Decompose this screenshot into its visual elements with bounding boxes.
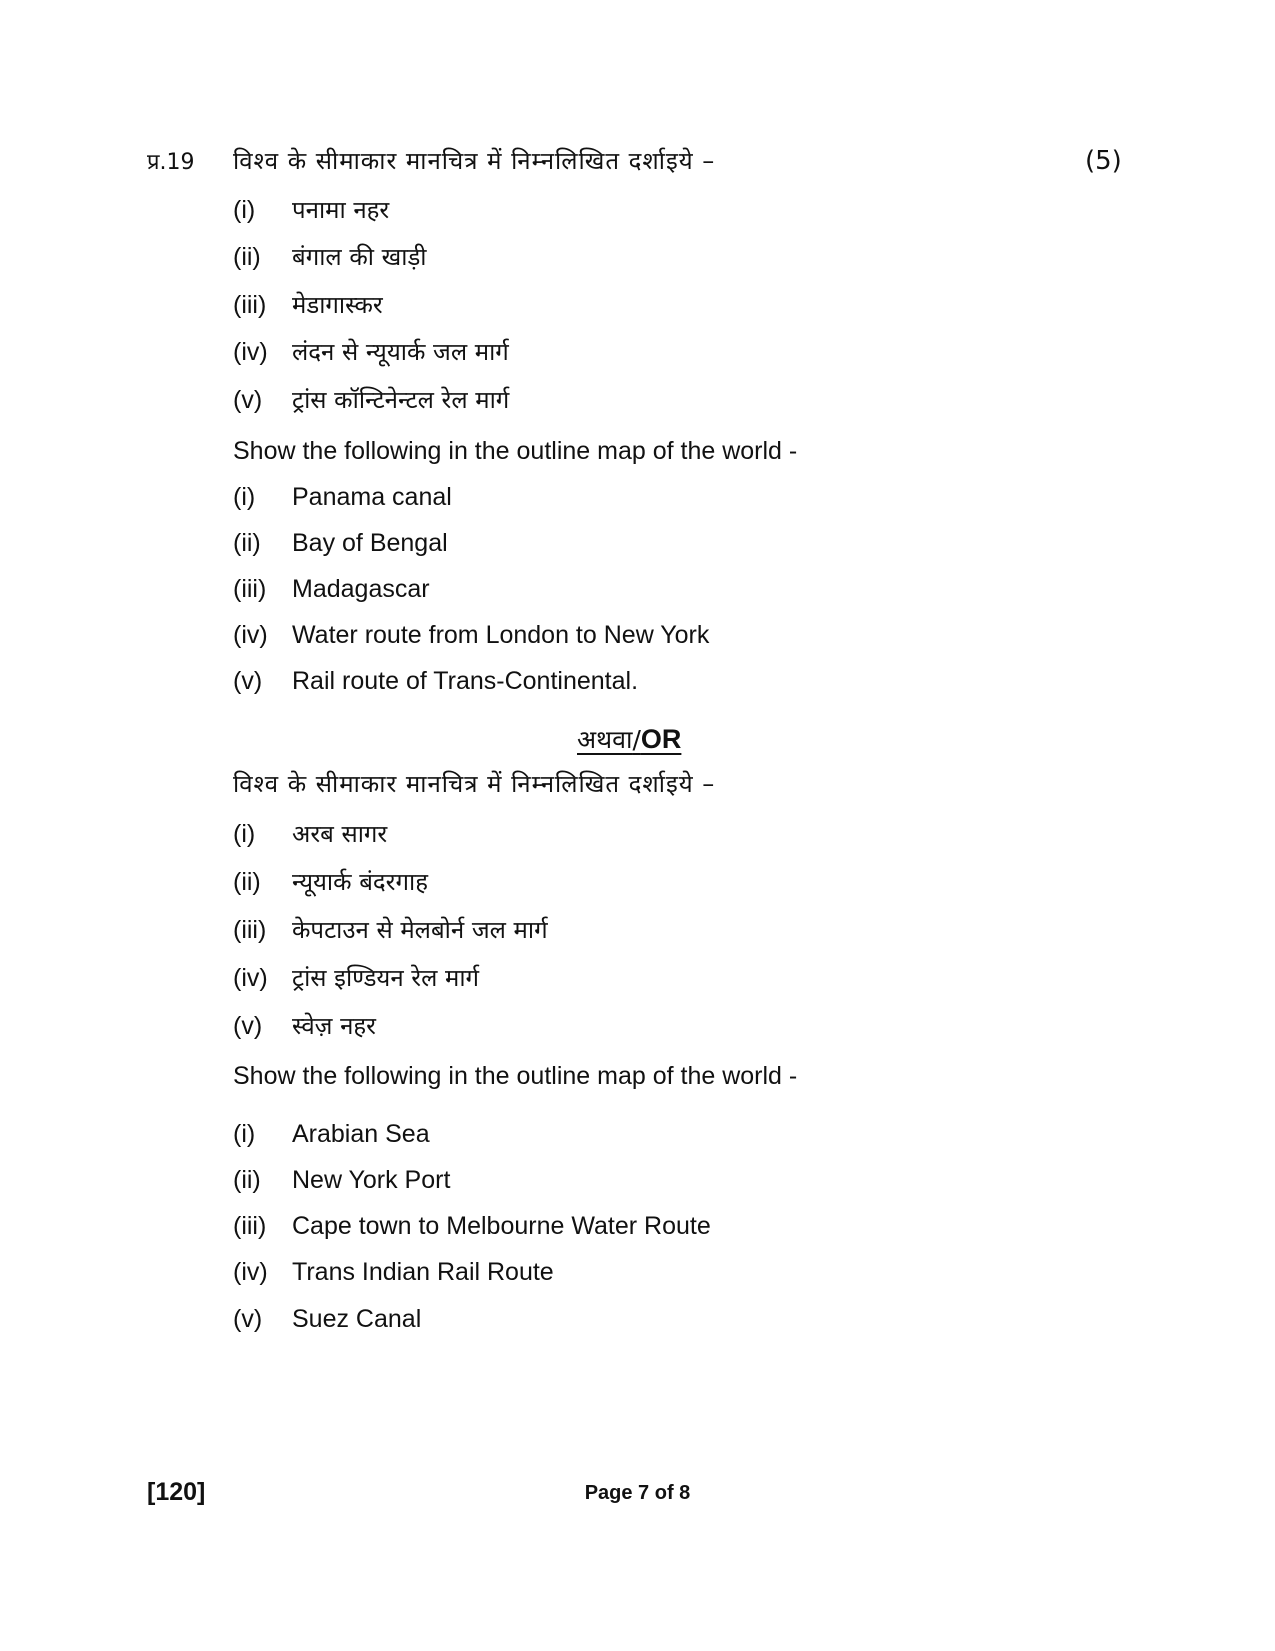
item-number: (ii): [233, 243, 261, 271]
item-number: (iv): [233, 964, 268, 992]
list-item: [233, 1212, 711, 1241]
item-text: लंदन से न्यूयार्क जल मार्ग: [292, 338, 509, 366]
item-number: (iii): [233, 916, 267, 944]
item-number: (i): [233, 196, 256, 224]
item-text: Panama canal: [292, 483, 452, 511]
list-item: [233, 667, 638, 696]
item-text: स्वेज़ नहर: [292, 1012, 376, 1040]
item-number: (iii): [233, 291, 267, 319]
question-number: प्र.19: [147, 150, 195, 175]
item-text: अरब सागर: [292, 820, 388, 848]
item-number: (ii): [233, 868, 261, 896]
item-number: (v): [233, 1305, 263, 1333]
item-number: (i): [233, 483, 256, 511]
item-text: ट्रांस कॉन्टिनेन्टल रेल मार्ग: [292, 386, 510, 414]
alternative-hindi-heading: विश्व के सीमाकार मानचित्र में निम्नलिखित दर्शाइये –: [233, 770, 716, 798]
item-text: Arabian Sea: [292, 1120, 430, 1148]
list-item: [233, 817, 387, 850]
item-text: केपटाउन से मेलबोर्न जल मार्ग: [292, 916, 548, 944]
item-number: (v): [233, 386, 263, 414]
list-item: [233, 529, 448, 558]
item-number: (v): [233, 667, 263, 695]
list-item: [233, 288, 383, 321]
item-text: Rail route of Trans-Continental.: [292, 667, 639, 695]
or-heading-hindi: अथवा: [577, 725, 633, 754]
item-text: Suez Canal: [292, 1305, 422, 1333]
item-text: Water route from London to New York: [292, 621, 710, 649]
list-item: [233, 1120, 430, 1149]
item-text: Cape town to Melbourne Water Route: [292, 1212, 711, 1240]
item-text: पनामा नहर: [292, 196, 390, 224]
list-item: [233, 240, 427, 273]
list-item: [233, 575, 430, 604]
question-english-heading: Show the following in the outline map of the world -: [233, 437, 798, 465]
list-item: [233, 483, 452, 512]
list-item: [233, 1009, 376, 1042]
item-number: (i): [233, 1120, 256, 1148]
item-text: Bay of Bengal: [292, 529, 448, 557]
item-number: (iv): [233, 338, 268, 366]
question-hindi-heading: विश्व के सीमाकार मानचित्र में निम्नलिखित दर्शाइये –: [233, 147, 716, 175]
item-number: (iv): [233, 1258, 268, 1286]
item-text: New York Port: [292, 1166, 451, 1194]
item-number: (iii): [233, 1212, 267, 1240]
list-item: [233, 1166, 450, 1195]
list-item: [233, 1305, 421, 1334]
list-item: [233, 1258, 554, 1287]
or-heading: [577, 722, 681, 756]
item-text: ट्रांस इण्डियन रेल मार्ग: [292, 964, 480, 992]
or-heading-english: OR: [640, 724, 682, 754]
item-number: (ii): [233, 529, 261, 557]
item-number: (iv): [233, 621, 268, 649]
page-number: Page 7 of 8: [584, 1482, 691, 1504]
paper-code: [120]: [147, 1478, 206, 1506]
item-number: (v): [233, 1012, 263, 1040]
list-item: [233, 913, 548, 946]
item-number: (i): [233, 820, 256, 848]
question-marks: (5): [1085, 146, 1122, 176]
or-heading-separator: /: [632, 725, 641, 754]
list-item: [233, 961, 479, 994]
list-item: [233, 193, 389, 226]
list-item: [233, 865, 428, 898]
item-text: मेडागास्कर: [292, 291, 383, 319]
item-number: (ii): [233, 1166, 261, 1194]
list-item: [233, 383, 509, 416]
item-text: Madagascar: [292, 575, 430, 603]
item-text: Trans Indian Rail Route: [292, 1258, 554, 1286]
alternative-english-heading: Show the following in the outline map of the world -: [233, 1062, 798, 1090]
list-item: [233, 335, 509, 368]
item-text: बंगाल की खाड़ी: [292, 243, 427, 271]
item-number: (iii): [233, 575, 267, 603]
list-item: [233, 621, 709, 650]
item-text: न्यूयार्क बंदरगाह: [292, 868, 428, 896]
